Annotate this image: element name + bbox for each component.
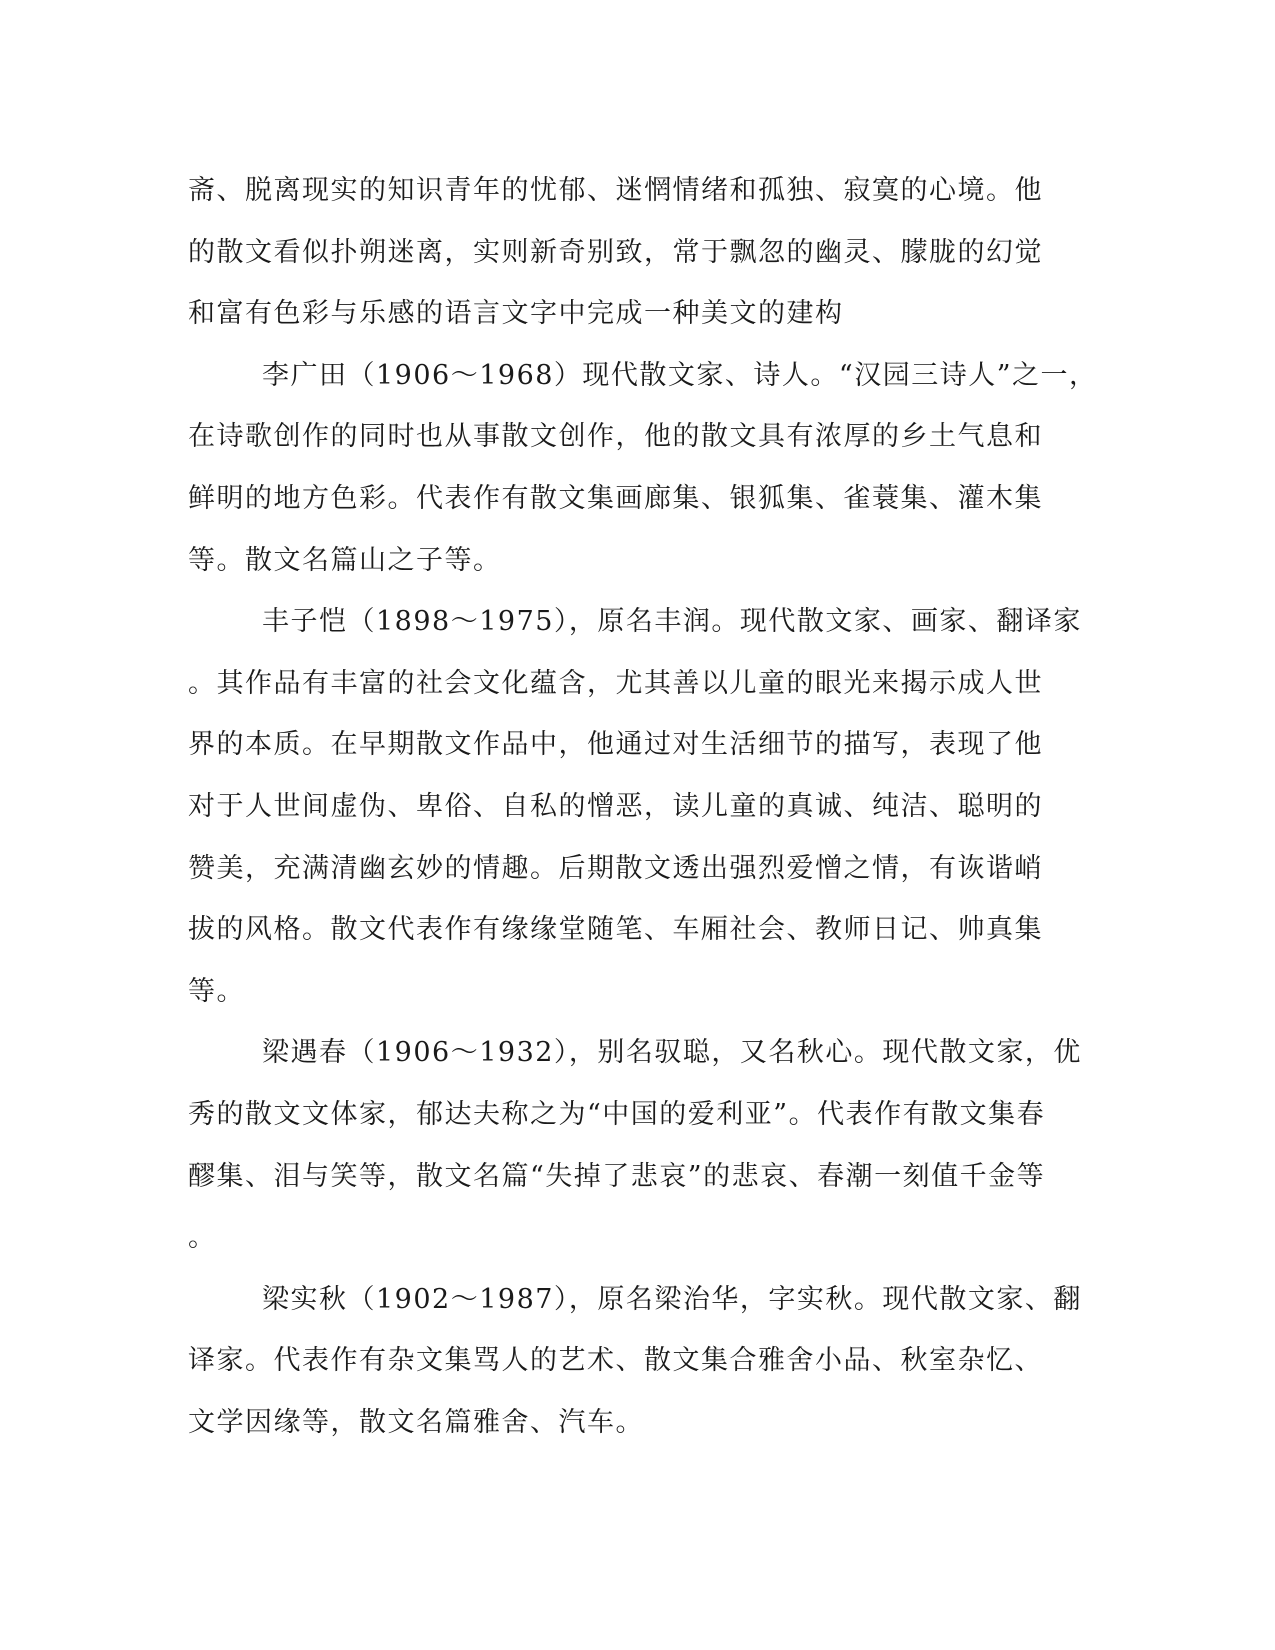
text-line: 梁遇春（1906～1932），别名驭聪，又名秋心。现代散文家，优 xyxy=(262,1037,1082,1069)
text-line: 醪集、泪与笑等，散文名篇“失掉了悲哀”的悲哀、春潮一刻值千金等 xyxy=(188,1160,1046,1192)
text-line: 秀的散文文体家，郁达夫称之为“中国的爱利亚”。代表作有散文集春 xyxy=(188,1098,1046,1130)
text-line: 等。散文名篇山之子等。 xyxy=(188,544,502,576)
text-line: 丰子恺（1898～1975），原名丰润。现代散文家、画家、翻译家 xyxy=(262,606,1082,638)
text-line: 斋、脱离现实的知识青年的忧郁、迷惘情绪和孤独、寂寞的心境。他 xyxy=(188,175,1043,206)
paragraph-li-guangtian xyxy=(188,345,1098,591)
text-line: 拔的风格。散文代表作有缘缘堂随笔、车厢社会、教师日记、帅真集 xyxy=(188,914,1043,946)
text-column xyxy=(188,160,1098,1453)
text-line: 。 xyxy=(188,1222,217,1254)
paragraph-feng-zikai xyxy=(188,591,1082,1022)
text-line: 文学因缘等，散文名篇雅舍、汽车。 xyxy=(188,1406,644,1438)
text-line: 对于人世间虚伪、卑俗、自私的憎恶，读儿童的真诚、纯洁、聪明的 xyxy=(188,790,1043,822)
text-line: 李广田（1906～1968）现代散文家、诗人。“汉园三诗人”之一， xyxy=(262,359,1098,391)
paragraph-liang-yuchun xyxy=(188,1022,1082,1268)
paragraph-liang-shiqiu xyxy=(188,1269,1082,1454)
text-line: 的散文看似扑朔迷离，实则新奇别致，常于飘忽的幽灵、朦胧的幻觉 xyxy=(188,236,1043,268)
text-line: 和富有色彩与乐感的语言文字中完成一种美文的建构 xyxy=(188,298,844,330)
text-line: 译家。代表作有杂文集骂人的艺术、散文集合雅舍小品、秋室杂忆、 xyxy=(188,1345,1043,1377)
text-line: 界的本质。在早期散文作品中，他通过对生活细节的描写，表现了他 xyxy=(188,729,1043,761)
text-line: 。其作品有丰富的社会文化蕴含，尤其善以儿童的眼光来揭示成人世 xyxy=(188,667,1043,699)
text-line: 梁实秋（1902～1987），原名梁治华，字实秋。现代散文家、翻 xyxy=(262,1283,1082,1315)
text-line: 赞美，充满清幽玄妙的情趣。后期散文透出强烈爱憎之情，有诙谐峭 xyxy=(188,852,1043,884)
text-line: 在诗歌创作的同时也从事散文创作，他的散文具有浓厚的乡土气息和 xyxy=(188,421,1043,453)
text-line: 鲜明的地方色彩。代表作有散文集画廊集、银狐集、雀蓑集、灌木集 xyxy=(188,482,1043,514)
paragraph-continuation xyxy=(188,160,1068,345)
text-line: 等。 xyxy=(188,975,245,1007)
